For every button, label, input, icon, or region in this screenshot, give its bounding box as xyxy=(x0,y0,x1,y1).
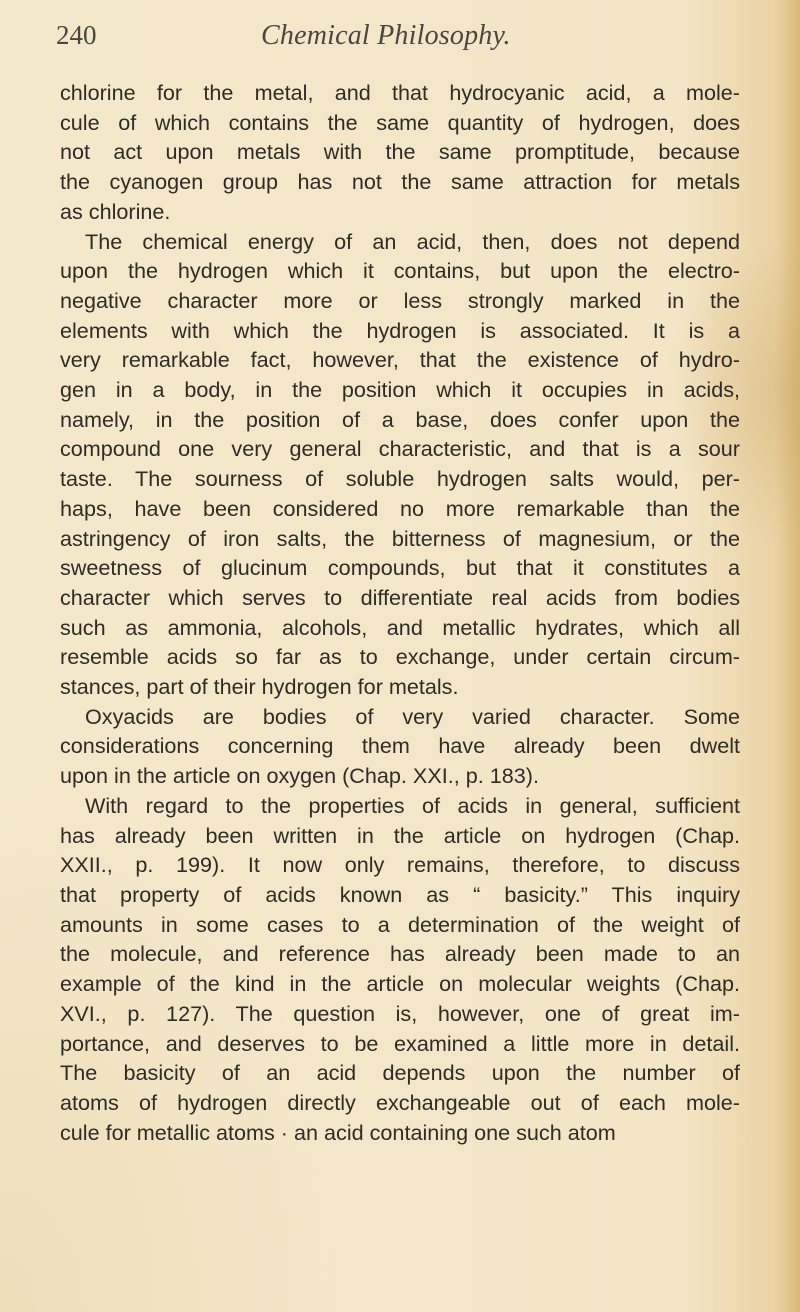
paragraph xyxy=(60,227,740,702)
text-line: considerations concerning them have already been dwelt xyxy=(60,733,740,759)
text-line: stances, part of their hydrogen for metals. xyxy=(60,674,459,700)
text-line: the cyanogen group has not the same attraction for metals xyxy=(60,169,740,195)
text-line: has already been written in the article on hydrogen (Chap. xyxy=(60,822,740,848)
text-line: The basicity of an acid depends upon the number of xyxy=(60,1060,740,1086)
text-line: such as ammonia, alcohols, and metallic hydrates, which all xyxy=(60,614,740,640)
page-header xyxy=(56,20,746,60)
text-line: Oxyacids are bodies of very varied character. Some xyxy=(85,703,740,729)
text-line: XXII., p. 199). It now only remains, therefore, to discuss xyxy=(60,852,740,878)
text-line: compound one very general characteristic, and that is a sour xyxy=(60,436,740,462)
text-line: as chlorine. xyxy=(60,198,171,224)
text-line: the molecule, and reference has already been made to an xyxy=(60,941,740,967)
text-line: astringency of iron salts, the bitterness of magnesium, or the xyxy=(60,525,740,551)
text-line: With regard to the properties of acids in general, sufficient xyxy=(85,792,740,818)
text-line: atoms of hydrogen directly exchangeable out of each mole- xyxy=(60,1089,740,1115)
text-line: example of the kind in the article on molecular weights (Chap. xyxy=(60,971,740,997)
running-title: Chemical Philosophy. xyxy=(261,20,511,51)
text-line: cule of which contains the same quantity of hydrogen, does xyxy=(60,109,740,135)
text-line: sweetness of glucinum compounds, but that it constitutes a xyxy=(60,555,740,581)
body-text xyxy=(60,78,740,1147)
text-line: resemble acids so far as to exchange, under certain circum- xyxy=(60,644,740,670)
text-line: upon the hydrogen which it contains, but upon the electro- xyxy=(60,258,740,284)
text-line: portance, and deserves to be examined a little more in detail. xyxy=(60,1030,740,1056)
page-number: 240 xyxy=(56,20,97,50)
paragraph xyxy=(60,702,740,791)
text-line: namely, in the position of a base, does confer upon the xyxy=(60,406,740,432)
text-line: taste. The sourness of soluble hydrogen salts would, per- xyxy=(60,466,740,492)
paragraph xyxy=(60,791,740,1147)
text-line: character which serves to differentiate real acids from bodies xyxy=(60,584,740,610)
paragraph xyxy=(60,78,740,227)
text-line: gen in a body, in the position which it occupies in acids, xyxy=(60,377,740,403)
text-line: cule for metallic atoms · an acid containing one such atom xyxy=(60,1119,616,1145)
text-line: The chemical energy of an acid, then, does not depend xyxy=(85,228,740,254)
text-line: very remarkable fact, however, that the existence of hydro- xyxy=(60,347,740,373)
text-line: XVI., p. 127). The question is, however, one of great im- xyxy=(60,1000,740,1026)
text-line: not act upon metals with the same promptitude, because xyxy=(60,139,740,165)
text-line: that property of acids known as “ basicity.” This inquiry xyxy=(60,881,740,907)
text-line: upon in the article on oxygen (Chap. XXI., p. 183). xyxy=(60,763,539,789)
text-line: negative character more or less strongly marked in the xyxy=(60,287,740,313)
text-line: chlorine for the metal, and that hydrocyanic acid, a mole- xyxy=(60,80,740,105)
text-line: elements with which the hydrogen is associated. It is a xyxy=(60,317,740,343)
text-line: haps, have been considered no more remarkable than the xyxy=(60,495,740,521)
text-line: amounts in some cases to a determination of the weight of xyxy=(60,911,740,937)
